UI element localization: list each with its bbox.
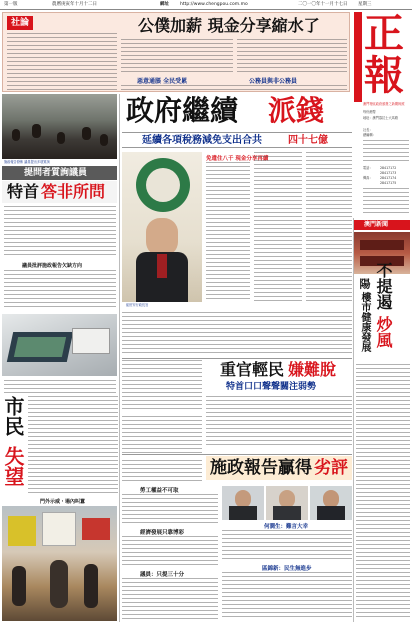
top-banner-headline: 公僕加薪 現金分享縮水了 (138, 16, 320, 35)
left-story-headline-black: 特首 (7, 182, 40, 201)
left-story-kicker: 提問者質詢議員 (24, 168, 88, 178)
legislator-photo-2 (266, 486, 308, 520)
masthead-price: 每份港幣 (363, 110, 376, 114)
bottom-photo-caption: 何潤生：難言大幸 (264, 524, 309, 530)
main-headline (122, 95, 352, 129)
left-photo-caption: 施政報告發佈 議員提出多項質詢 (4, 160, 50, 164)
main-inner-heading: 免遺住八千 現金分享再續 (206, 156, 269, 162)
masthead-char-zheng: 正 (364, 10, 404, 57)
website-url[interactable]: http://www.chengpou.com.mo (180, 2, 248, 7)
issue-date: 二〇一〇年十一月十七日 (298, 2, 348, 7)
section-divider-1 (122, 358, 352, 359)
masthead-vertical-text (354, 12, 362, 102)
legislature-photo (2, 94, 117, 159)
main-headline-red: 派錢 (268, 94, 325, 127)
bottom-headline-black: 施政報告贏得 (210, 458, 312, 478)
center-headline-red: 嫌難脫 (288, 360, 337, 379)
device-photo (2, 314, 117, 376)
masthead-editor: 總編輯： (363, 133, 376, 137)
masthead-phone-4: 28417175 (380, 181, 397, 185)
section-divider-2 (122, 454, 352, 455)
left-bottom-headline-black: 市民 (1, 396, 25, 436)
column-divider-right (353, 218, 354, 622)
legislator-photo-1 (222, 486, 264, 520)
center-headline-black: 重官輕民 (220, 360, 285, 379)
legislator-photo-3 (310, 486, 352, 520)
left-story-subheading: 議員批評施政報告欠缺方向 (22, 263, 83, 269)
main-headline-black: 政府繼續 (126, 94, 239, 127)
masthead-publisher: 社長： (363, 128, 373, 132)
masthead-char-bao: 報 (364, 52, 404, 99)
chief-executive-photo (122, 152, 202, 302)
top-banner-subhead-left: 惡意通脹 全民受累 (137, 78, 188, 85)
masthead-fax-label: 傳真： (363, 176, 373, 180)
main-photo-caption: 崔世安行政長官 (126, 303, 149, 307)
bottom-headline-red: 劣評 (314, 458, 348, 478)
left-bottom-photo-caption: 門外示威・場內叫囂 (40, 499, 86, 505)
main-subhead-red: 四十七億 (288, 135, 328, 146)
bottom-photo-caption-2: 區錦新：民生無進步 (262, 566, 312, 572)
protest-photo (2, 506, 117, 621)
main-subhead-black: 延續各項稅務減免支出合共 (142, 135, 262, 146)
left-story-headline-red: 答非所問 (41, 182, 106, 201)
weekday: 星期三 (358, 2, 372, 7)
bottom-subheading-2: 經濟發展只靠博彩 (140, 530, 185, 536)
right-headline-black-2: 樓市健康發展 (359, 292, 370, 352)
masthead-phone-3: 28417174 (380, 176, 397, 180)
editorial-tag: 社論 (7, 16, 33, 30)
right-headline-black-3: 不提遏 (374, 262, 393, 310)
lunar-date: 農曆庚寅年十月十二日 (52, 2, 97, 7)
top-banner-subhead-right: 公務員與非公務員 (249, 78, 298, 85)
masthead-phone-2: 28417173 (380, 171, 397, 175)
masthead-address: 地址：澳門慕拉士大馬路 (363, 116, 399, 120)
bottom-subheading-1: 勞工權益不可取 (140, 488, 179, 494)
header-bar (0, 0, 412, 10)
left-story-headline-box (2, 181, 117, 203)
url-label: 網址 (160, 2, 169, 7)
right-story-tag (354, 220, 410, 230)
left-bottom-headline-red: 失望 (1, 446, 25, 486)
center-subhead: 特首口口聲聲關注弱勢 (226, 382, 317, 392)
main-subhead (122, 132, 352, 148)
masthead-tel-label: 電話： (363, 166, 373, 170)
center-headline (206, 360, 352, 380)
masthead-license: 澳門特區政府頒發之新聞執照 (363, 102, 405, 106)
right-story-tag-text: 澳門新聞 (364, 221, 389, 228)
masthead-phone-1: 28417172 (380, 166, 397, 170)
masthead (354, 12, 410, 217)
left-story-kicker-box (2, 166, 117, 180)
page-number: 第一版 (4, 2, 18, 7)
right-headline-red: 炒風 (374, 316, 393, 348)
top-banner (2, 12, 350, 92)
right-headline-black-1: 陽 (358, 278, 371, 289)
bottom-headline (206, 456, 352, 480)
column-divider-left (119, 94, 120, 622)
bottom-subheading-3: 議員：只提三十分 (140, 572, 185, 578)
